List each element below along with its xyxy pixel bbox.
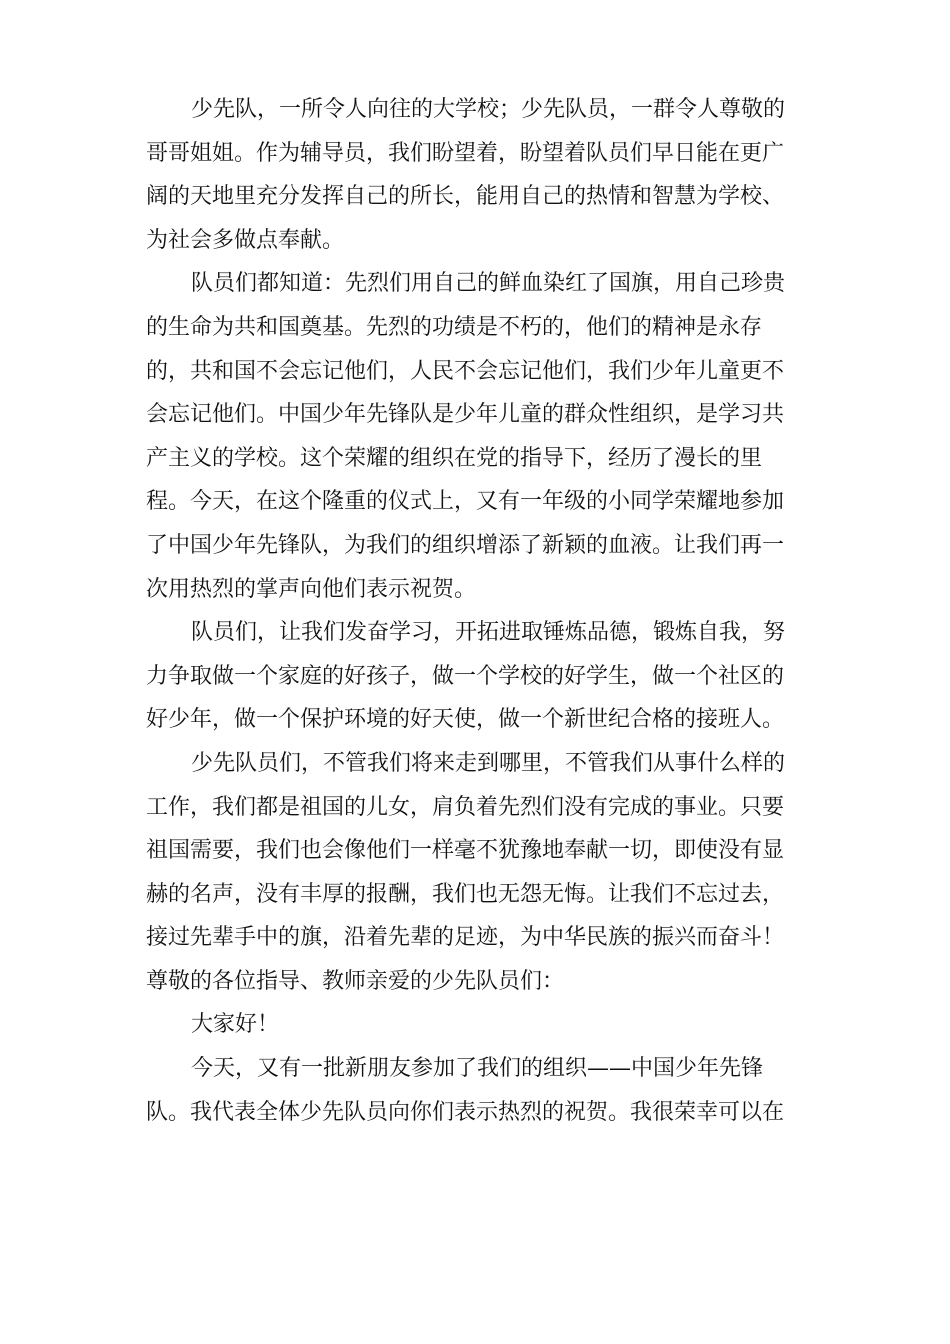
paragraph-line: 了中国少年先锋队，为我们的组织增添了新颖的血液。让我们再一 [146,532,785,558]
paragraph-line: 尊敬的各位指导、教师亲爱的少先队员们： [146,968,565,994]
paragraph-line: 队。我代表全体少先队员向你们表示热烈的祝贺。我很荣幸可以在 [146,1099,785,1125]
paragraph-line: 今天，又有一批新朋友参加了我们的组织——中国少年先锋 [191,1056,764,1082]
paragraph-line: 哥哥姐姐。作为辅导员，我们盼望着，盼望着队员们早日能在更广 [146,140,785,166]
paragraph-line: 接过先辈手中的旗，沿着先辈的足迹，为中华民族的振兴而奋斗！ [146,925,785,951]
paragraph-line: 程。今天，在这个隆重的仪式上，又有一年级的小同学荣耀地参加 [146,489,785,515]
paragraph-line: 为社会多做点奉献。 [146,227,345,253]
paragraph-line: 工作，我们都是祖国的儿女，肩负着先烈们没有完成的事业。只要 [146,794,785,820]
paragraph-line: 的生命为共和国奠基。先烈的功绩是不朽的，他们的精神是永存 [146,314,763,340]
paragraph-line: 力争取做一个家庭的好孩子，做一个学校的好学生，做一个社区的 [146,663,785,689]
paragraph-line: 产主义的学校。这个荣耀的组织在党的指导下，经历了漫长的里 [146,445,763,471]
paragraph-line: 队员们都知道：先烈们用自己的鲜血染红了国旗，用自己珍贵 [191,271,786,297]
paragraph-line: 会忘记他们。中国少年先锋队是少年儿童的群众性组织，是学习共 [146,402,785,428]
paragraph-line: 队员们，让我们发奋学习，开拓进取锤炼品德，锻炼自我，努 [191,620,786,646]
paragraph-line: 大家好！ [191,1012,280,1038]
paragraph-line: 少先队，一所令人向往的大学校；少先队员，一群令人尊敬的 [191,97,786,122]
document-body [146,88,806,1134]
paragraph-line: 祖国需要，我们也会像他们一样毫不犹豫地奉献一切，即使没有显 [146,838,785,864]
paragraph-line: 好少年，做一个保护环境的好天使，做一个新世纪合格的接班人。 [146,707,785,733]
paragraph-line: 阔的天地里充分发挥自己的所长，能用自己的热情和智慧为学校、 [146,184,785,210]
paragraph-line: 少先队员们，不管我们将来走到哪里，不管我们从事什么样的 [191,750,786,776]
paragraph-line: 赫的名声，没有丰厚的报酬，我们也无怨无悔。让我们不忘过去， [146,881,785,907]
paragraph-line: 的，共和国不会忘记他们，人民不会忘记他们，我们少年儿童更不 [146,358,785,384]
paragraph-line: 次用热烈的掌声向他们表示祝贺。 [146,576,477,602]
